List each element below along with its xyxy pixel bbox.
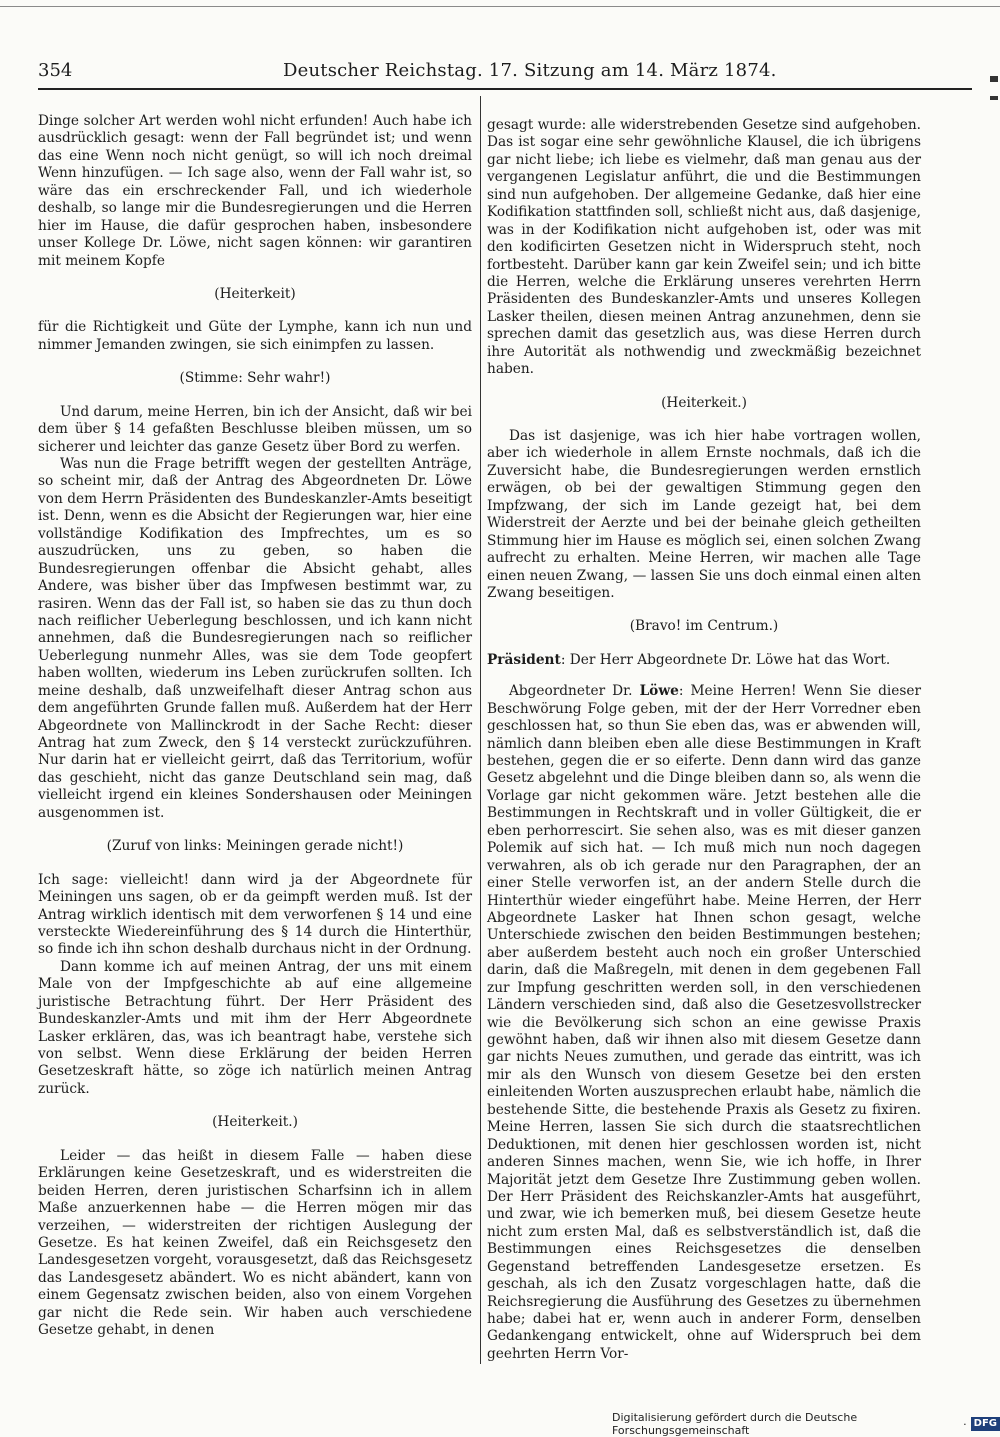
speaker-name: Löwe <box>639 683 679 700</box>
body-paragraph: Was nun die Frage betrifft wegen der gestellten Anträge, so scheint mir, daß der Antrag des Abgeordneten Dr. Löwe von dem Herrn Präsidenten des Bundeskanzler-Amts beseitigt ist. Denn, wenn es die Absicht der Regierungen war, hier eine vollständige Kodifikation des Impfrechtes, um es so auszudrücken, uns zu geben, so haben die Bundesregierungen offenbar die Absicht gehabt, alles Andere, was bisher über das Impfwesen bestimmt war, zu rasiren. Wenn das der Fall ist, so haben sie das zu thun doch nach reiflicher Ueberlegung beschlossen, und ich kann nicht annehmen, daß die Bundesregierungen nach so reiflicher Ueberlegung nunmehr Alles, was sie dem Tode geopfert haben wollten, wiederum ins Leben zurückrufen sollten. Ich meine deshalb, daß unzweifelhaft dieser Antrag schon aus dem angeführten Grunde fallen muß. Außerdem hat der Herr Abgeordnete von Mallinckrodt in der Sache Recht: dieser Antrag hat zum Zweck, den § 14 versteckt zurückzuführen. Nur darin hat er vielleicht geirrt, daß das Territorium, wofür das geschieht, nicht das ganze Deutschland sein mag, daß vielleicht irgend ein kleines Sondershausen oder Meiningen ausgenommen ist. <box>38 456 472 821</box>
body-paragraph: Dann komme ich auf meinen Antrag, der uns mit einem Male von der Impfgeschichte ab auf eine allgemeine juristische Betrachtung führt. Der Herr Präsident des Bundeskanzler-Amts und mit ihm der Herr Abgeordnete Lasker erklären, das, was ich beantragt habe, verstehe sich von selbst. Wenn diese Erklärung der beiden Herren Gesetzeskraft hätte, so zöge ich natürlich meinen Antrag zurück. <box>38 958 472 1097</box>
paragraph-gap <box>487 669 921 683</box>
margin-mark <box>990 76 998 82</box>
page-header <box>38 60 972 86</box>
speaker-paragraph <box>487 652 921 669</box>
interjection: (Zuruf von links: Meiningen gerade nicht!) <box>106 838 404 855</box>
header-rule <box>38 88 972 90</box>
interjection: (Heiterkeit) <box>214 285 296 302</box>
speaker-name: Präsident <box>487 651 561 668</box>
interjection: (Bravo! im Centrum.) <box>629 618 779 635</box>
body-paragraph: für die Richtigkeit und Güte der Lymphe, kann ich nun und nimmer Jemanden zwingen, sie sich einimpfen zu lassen. <box>38 319 472 353</box>
body-paragraph: Leider — das heißt in diesem Falle — haben diese Erklärungen keine Gesetzeskraft, und es widerstreiten die beiden Herren, deren juristischen Scharfsinn ich in allem Maße anzuerkennen habe — die Herren mögen mir das verzeihen, — widerstreiten der richtigen Auslegung der Gesetze. Es hat keinen Zweifel, daß ein Reichsgesetz den Landesgesetzen vorgeht, vorausgesetzt, daß das Reichsgesetz das Landesgesetz abändert. Wo es nicht abändert, kann von einem Gegensatz zwischen beiden, also von einem Vorgehen gar nicht die Rede sein. Wir haben auch verschiedene Gesetze gehabt, in denen <box>38 1147 472 1339</box>
interjection: (Heiterkeit.) <box>661 394 747 411</box>
interjection: (Stimme: Sehr wahr!) <box>179 370 331 387</box>
body-paragraph: Ich sage: vielleicht! dann wird ja der Abgeordnete für Meiningen uns sagen, ob er da geimpft werden muß. Ist der Antrag wirklich identisch mit dem verworfenen § 14 und eine versteckte Wiedereinführung des § 14 durch die Hinterthür, so finde ich ihn schon deshalb durchaus nicht in der Ordnung. <box>38 871 472 958</box>
dfg-logo: DFG <box>971 1417 1000 1431</box>
body-paragraph: Das ist dasjenige, was ich hier habe vortragen wollen, aber ich wiederhole in allem Ernste nochmals, daß ich die Zuversicht habe, die Bundesregierungen werden ernstlich erwägen, ob bei der gewaltigen Stimmung gegen den Impfzwang, der sich im Lande gezeigt hat, bei dem Widerstreit der Aerzte und bei der beinahe gleich getheilten Stimmung hier im Hause es möglich sei, einen solchen Zwang aufrecht zu erhalten. Meine Herren, wir machen alle Tage einen neuen Zwang, — lassen Sie uns doch einmal einen alten Zwang beseitigen. <box>487 428 921 601</box>
speech-text: : Meine Herren! Wenn Sie dieser Beschwörung Folge geben, mit der der Herr Vorredner eben geschlossen hat, so thun Sie eben das, was er abwenden will, nämlich dann bleiben eben alle diese Bestimmungen in Kraft bestehen, gegen die er so eiferte. Denn dann wird das ganze Gesetz abgelehnt und die Dinge bleiben dann so, als wenn die Vorlage gar nicht gekommen wäre. Jetzt bestehen alle die Bestimmungen in Rechtskraft und in voller Gültigkeit, die er eben perhorrescirt. Sie sehen also, was es mit dieser ganzen Polemik auf sich hat. — Ich muß mich nun noch dagegen verwahren, als ob ich gerade nur den Paragraphen, der an einer Stelle verworfen ist, an der andern Stelle durch die Hinterthür wieder eingeführt habe. Meine Herren, der Herr Abgeordnete Lasker hat Ihnen schon gesagt, welche Unterschiede zwischen den beiden Bestimmungen bestehen; aber außerdem besteht auch noch ein großer Unterschied darin, daß die Maßregeln, mit denen in dem gegebenen Fall zur Impfung geschritten werden soll, in den verschiedenen Ländern verschieden sind, daß also die Gesetzesvollstrecker wie die Bevölkerung sich schon an eine gewisse Praxis gewöhnt haben, daß wir ihnen also mit diesem Gesetze dann gar nichts Neues zumuthen, und gerade das eintritt, was ich mir als den Wunsch von diesem Gesetze bei den ersten einleitenden Worten auszusprechen erlaubt habe, nämlich die bestehende Sitte, die bestehende Praxis als Gesetz zu fixiren. Meine Herren, lassen Sie sich durch die staatsrechtlichen Deduktionen, mit denen hier geschlossen worden ist, nicht anderen Sinnes machen, wenn Sie, wie ich hoffe, in Ihrer Majorität jetzt dem Gesetze Ihre Zustimmung geben wollen. Der Herr Präsident des Reichskanzler-Amts hat ausgeführt, und zwar, wie ich bemerken muß, bei diesem Gesetze heute nicht zum ersten Mal, daß es selbstverständlich ist, daß die Bestimmungen eines Reichsgesetzes die denselben Gegenstand betreffenden Landesgesetze ersetzen. Es geschah, als ich den Zusatz vorgeschlagen hatte, daß die Reichsregierung die Ausführung des Gesetzes zu übernehmen habe; dabei hat er, wenn auch in anderer Form, denselben Gedankengang entwickelt, ohne auf Widerspruch bei dem geehrten Herrn Vor- <box>487 683 921 1362</box>
body-paragraph: Und darum, meine Herren, bin ich der Ansicht, daß wir bei dem über § 14 gefaßten Beschlusse bleiben müssen, um so sicherer und leichter das ganze Gesetz über Bord zu werfen. <box>38 403 472 455</box>
interjection: (Heiterkeit.) <box>212 1114 298 1131</box>
footer-text: Digitalisierung gefördert durch die Deutsche Forschungsgemeinschaft <box>612 1411 858 1437</box>
right-column <box>487 117 921 1363</box>
page-number: 354 <box>38 60 73 81</box>
running-title: Deutscher Reichstag. 17. Sitzung am 14. März 1874. <box>283 60 777 81</box>
column-divider <box>480 96 481 1364</box>
body-paragraph: gesagt wurde: alle widerstrebenden Gesetze sind aufgehoben. Das ist sogar eine sehr gewöhnliche Klausel, die ich übrigens gar nicht liebe; ich liebe es vielmehr, daß man genau aus der vergangenen Legislatur anführt, die und die Bestimmungen sind nun aufgehoben. Der allgemeine Gedanke, daß hier eine Kodifikation stattfinden soll, schließt nicht aus, daß dasjenige, was in der Kodifikation nicht aufgehoben ist, oder was mit den kodificirten Gesetzen nicht in Widerspruch steht, noch fortbesteht. Darüber kann gar kein Zweifel sein; und ich bitte die Herren, welche die Erklärung unseres verehrten Herrn Präsidenten des Bundeskanzler-Amts und unseres Kollegen Lasker theilen, diesen meinen Antrag anzunehmen, denn sie sprechen damit das gesetzlich aus, was diese Herren durch ihre Autorität als nothwendig und zweckmäßig bezeichnet haben. <box>487 117 921 378</box>
margin-mark <box>990 96 998 100</box>
footer-credit: Digitalisierung gefördert durch die Deutsche Forschungsgemeinschaft · DFG <box>612 1416 1000 1432</box>
speaker-paragraph <box>487 683 921 1363</box>
left-column <box>38 113 472 1340</box>
body-paragraph: Dinge solcher Art werden wohl nicht erfunden! Auch habe ich ausdrücklich gesagt: wenn der Fall begründet ist; und wenn das eine Wenn noch nicht genügt, so will ich noch dreimal Wenn hinzufügen. — Ich sage also, wenn der Fall wahr ist, so wäre das ein erschreckender Fall, und ich wiederhole deshalb, so lange mir die Bundesregierungen und die Herren hier im Hause, die dafür gesprochen haben, insbesondere unser Kollege Dr. Löwe, nicht sagen können: wir garantiren mit meinem Kopfe <box>38 113 472 269</box>
speech-text: : Der Herr Abgeordnete Dr. Löwe hat das Wort. <box>560 651 891 668</box>
page-top-border <box>0 0 1000 10</box>
speaker-title: Abgeordneter Dr. <box>509 683 640 700</box>
